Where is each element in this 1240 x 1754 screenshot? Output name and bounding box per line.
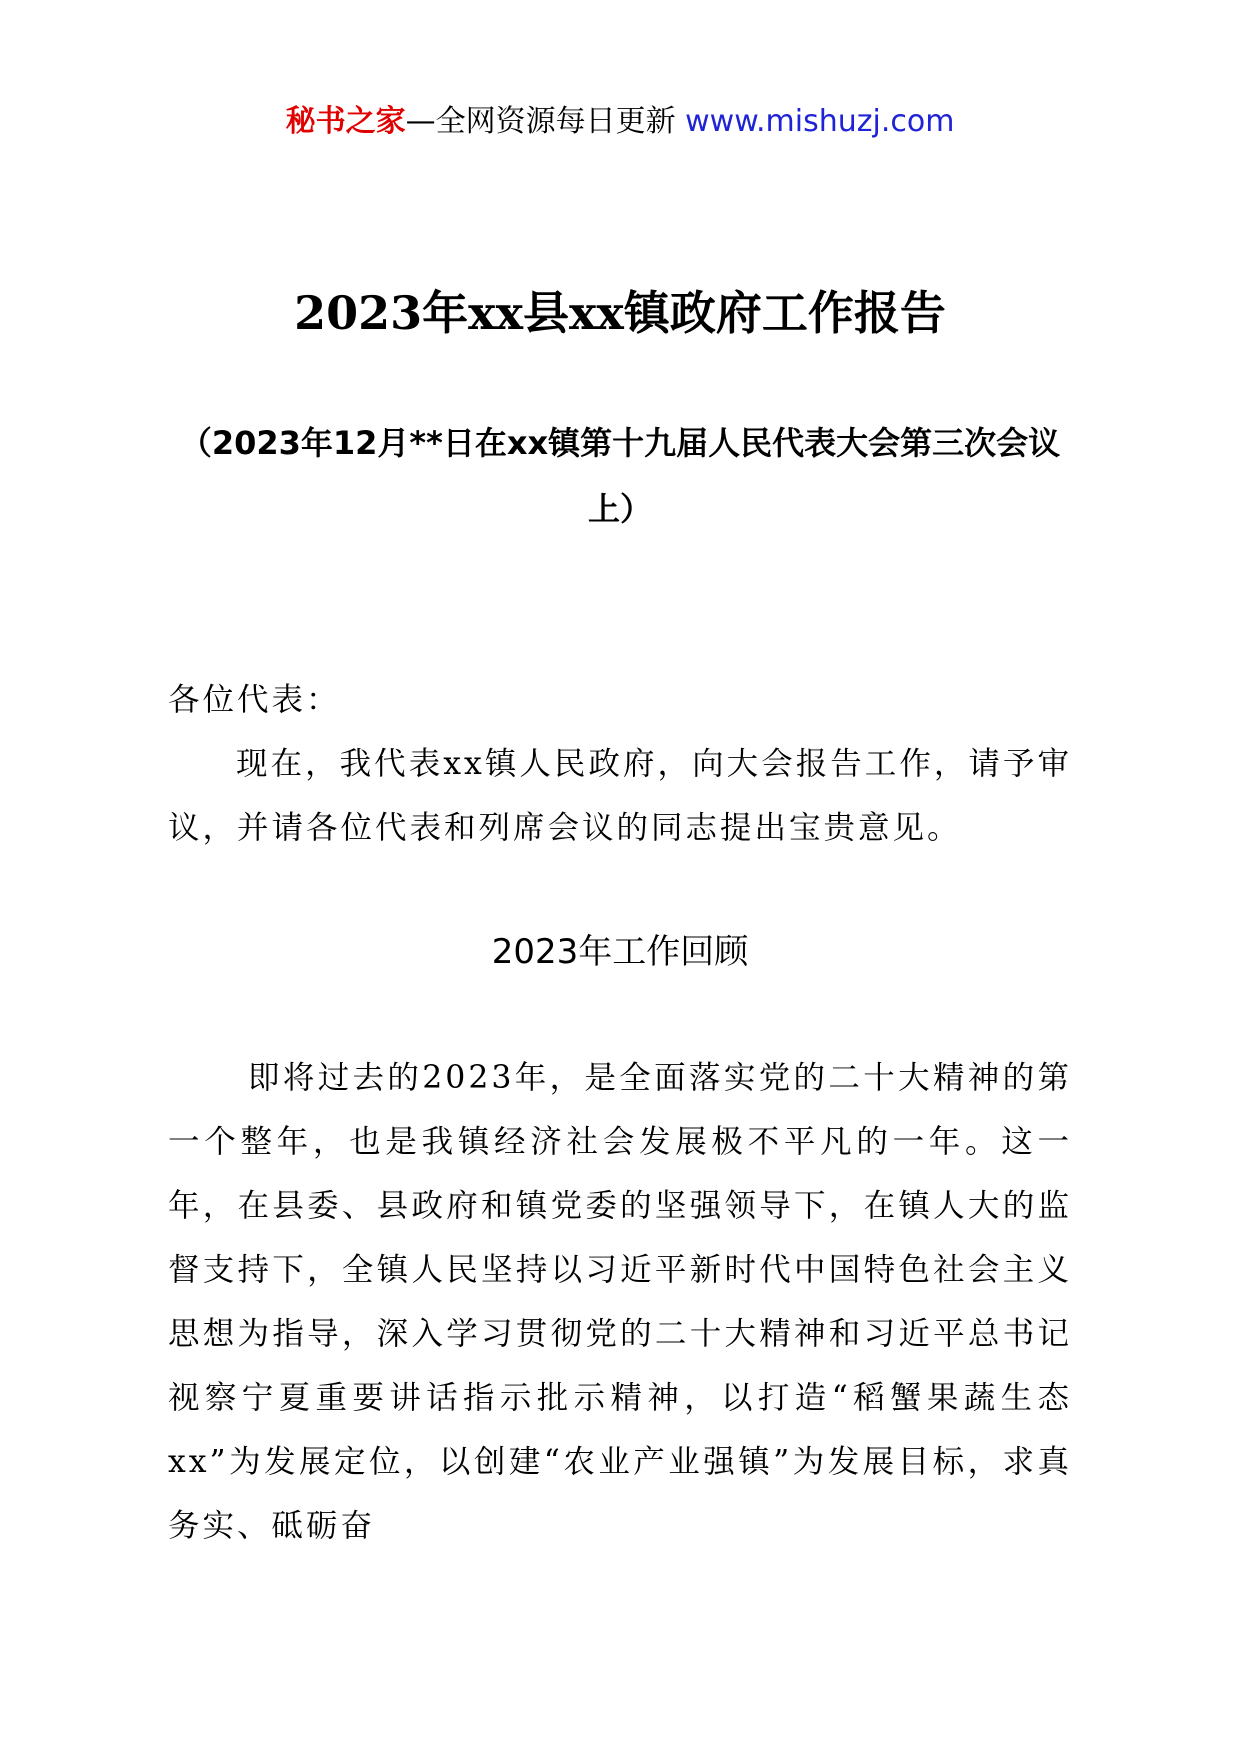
intro-paragraph: 现在，我代表xx镇人民政府，向大会报告工作，请予审议，并请各位代表和列席会议的同志提出宝贵意见。 [168,746,1072,846]
site-tagline: —全网资源每日更新 [405,104,686,139]
document-subtitle: （2023年12月**日在xx镇第十九届人民代表大会第三次会议上） [179,424,1061,528]
section-heading: 2023年工作回顾 [491,932,749,972]
salutation: 各位代表： [168,682,341,718]
document-title: 2023年xx县xx镇政府工作报告 [294,286,946,340]
site-watermark-header [0,100,1240,144]
site-url-link[interactable]: www.mishuzj.com [685,104,955,139]
site-brand: 秘书之家 [285,104,406,139]
review-paragraph: 即将过去的2023年，是全面落实党的二十大精神的第一个整年，也是我镇经济社会发展极不平凡的一年。这一年，在县委、县政府和镇党委的坚强领导下，在镇人大的监督支持下，全镇人民坚持以习近平新时代中国特色社会主义思想为指导，深入学习贯彻党的二十大精神和习近平总书记视察宁夏重要讲话指示批示精神，以打造“稻蟹果蔬生态xx”为发展定位，以创建“农业产业强镇”为发展目标，求真务实、砥砺奋 [168,1060,1072,1544]
